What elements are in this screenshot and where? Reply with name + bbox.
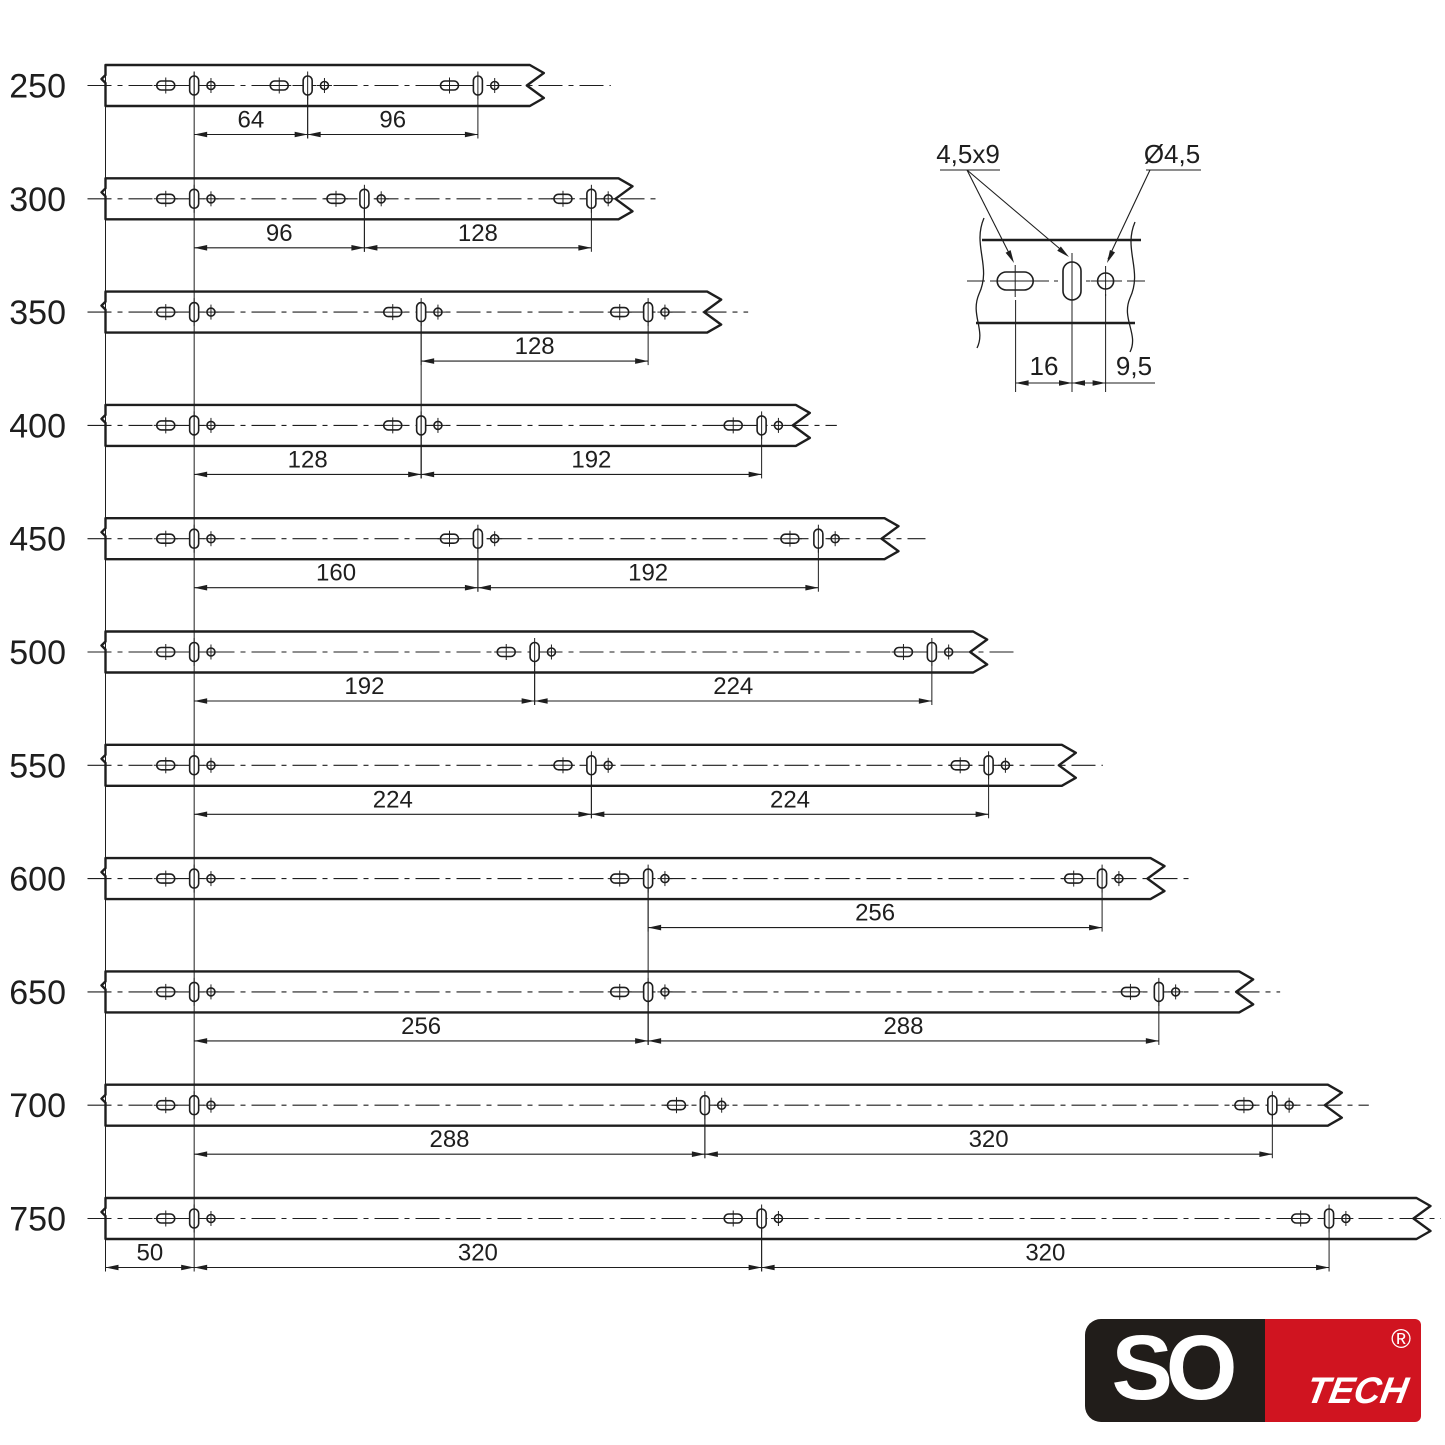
- dimension-value: 96: [379, 106, 407, 134]
- dimension-value: 128: [457, 219, 498, 247]
- rail-row-500: [9, 632, 1014, 673]
- dimension-arrow-icon: [705, 1151, 718, 1157]
- dimension-value: 50: [136, 1239, 164, 1267]
- rail-row-700: [9, 1085, 1369, 1126]
- rail-length-label: 350: [9, 294, 66, 333]
- logo-so-box: [1085, 1319, 1265, 1422]
- dimension-arrow-icon: [351, 245, 364, 251]
- rail-length-label: 700: [9, 1087, 66, 1126]
- dimension-arrow-icon: [1104, 250, 1115, 264]
- dimension-value: 192: [628, 559, 669, 587]
- dimension-arrow-icon: [1146, 1038, 1159, 1044]
- rail-row-450: [9, 518, 925, 559]
- dimension-value: 192: [344, 673, 385, 700]
- dimension-arrow-icon: [919, 698, 932, 704]
- dimension-arrow-icon: [421, 358, 434, 364]
- rail-row-550: [9, 745, 1103, 786]
- dimension-value: 224: [372, 786, 413, 814]
- dimension-arrow-icon: [308, 132, 321, 138]
- dimension-arrow-icon: [1093, 380, 1106, 386]
- dimension-value: 64: [237, 106, 265, 134]
- dimension-value: 320: [968, 1126, 1009, 1154]
- rail-length-label: 300: [9, 180, 66, 219]
- logo-tech-text: TECH: [1303, 1370, 1412, 1411]
- dimension-arrow-icon: [1006, 250, 1017, 264]
- registered-trademark-icon: ®: [1391, 1324, 1411, 1354]
- dimension-arrow-icon: [408, 472, 421, 478]
- dimension-arrow-icon: [194, 472, 207, 478]
- dimension-value: 16: [1029, 351, 1059, 381]
- dimension-arrow-icon: [522, 698, 535, 704]
- hole-diameter-label: Ø4,5: [1143, 139, 1201, 169]
- dimension-arrow-icon: [1057, 246, 1071, 259]
- dimension-arrow-icon: [194, 698, 207, 704]
- dimension-arrow-icon: [805, 585, 818, 591]
- dimension-value: 128: [287, 446, 328, 474]
- rail-row-650: [9, 971, 1280, 1012]
- dimension-value: 128: [514, 333, 555, 361]
- dimension-value: 320: [457, 1239, 498, 1267]
- dimension-arrow-icon: [578, 245, 591, 251]
- dimension-arrow-icon: [1259, 1151, 1272, 1157]
- rail-row-750: [9, 1198, 1441, 1239]
- dimension-value: 320: [1025, 1239, 1066, 1267]
- dimension-arrow-icon: [194, 585, 207, 591]
- rail-row-400: [9, 405, 837, 446]
- logo-tech-box: [1265, 1319, 1421, 1422]
- rail-length-label: 450: [9, 520, 66, 559]
- dimension-arrow-icon: [194, 812, 207, 818]
- dimension-value: 288: [883, 1012, 924, 1040]
- dimension-arrow-icon: [648, 925, 661, 931]
- logo-so-text: SO: [1111, 1319, 1231, 1419]
- dimension-arrow-icon: [194, 245, 207, 251]
- dimension-arrow-icon: [749, 472, 762, 478]
- dimension-value: 288: [429, 1126, 470, 1154]
- hole-detail-view: [936, 139, 1201, 392]
- rail-row-250: [9, 65, 611, 106]
- dimension-arrow-icon: [1089, 925, 1102, 931]
- rail-length-label: 650: [9, 973, 66, 1012]
- rail-row-350: [9, 292, 748, 333]
- dimension-value: 256: [855, 899, 896, 927]
- dimension-value: 96: [265, 219, 293, 247]
- rail-length-label: 500: [9, 634, 66, 672]
- break-line-left: [976, 218, 984, 348]
- dimension-arrow-icon: [421, 472, 434, 478]
- dimension-arrow-icon: [635, 358, 648, 364]
- dimension-arrow-icon: [181, 1265, 194, 1271]
- dimension-value: 160: [316, 559, 357, 587]
- rail-length-label: 750: [9, 1200, 66, 1239]
- dimension-arrow-icon: [1059, 380, 1072, 386]
- dimension-value: 192: [571, 446, 612, 474]
- dimension-value: 224: [713, 673, 754, 700]
- dimension-arrow-icon: [194, 132, 207, 138]
- dimension-arrow-icon: [465, 132, 478, 138]
- dimension-arrow-icon: [465, 585, 478, 591]
- dimension-arrow-icon: [364, 245, 377, 251]
- dimension-arrow-icon: [1016, 380, 1029, 386]
- leader-line: [967, 170, 1012, 259]
- dimension-arrow-icon: [578, 812, 591, 818]
- break-line-right: [1127, 222, 1135, 352]
- rail-length-label: 550: [9, 747, 66, 786]
- dimension-arrow-icon: [635, 1038, 648, 1044]
- dimension-value: 224: [769, 786, 811, 814]
- dimension-arrow-icon: [1072, 380, 1085, 386]
- dimension-arrow-icon: [295, 132, 308, 138]
- rail-row-300: [9, 178, 659, 219]
- dimension-arrow-icon: [591, 812, 604, 818]
- leader-line: [1108, 170, 1150, 259]
- dimension-arrow-icon: [762, 1265, 775, 1271]
- dimension-value: 9,5: [1115, 351, 1153, 381]
- dimension-arrow-icon: [478, 585, 491, 591]
- rail-length-label: 600: [9, 860, 66, 899]
- dimension-arrow-icon: [194, 1265, 207, 1271]
- slot-size-label: 4,5x9: [936, 139, 1000, 169]
- dimension-arrow-icon: [749, 1265, 762, 1271]
- dimension-arrow-icon: [648, 1038, 661, 1044]
- dimension-arrow-icon: [535, 698, 548, 704]
- rail-length-label: 400: [9, 407, 66, 446]
- rail-row-600: [9, 858, 1191, 899]
- dimension-value: 256: [401, 1012, 442, 1040]
- dimension-arrow-icon: [692, 1151, 705, 1157]
- rail-length-label: 250: [9, 67, 66, 106]
- dimension-arrow-icon: [976, 812, 989, 818]
- sotech-logo: [1085, 1319, 1421, 1422]
- dimension-arrow-icon: [194, 1038, 207, 1044]
- dimension-arrow-icon: [1316, 1265, 1329, 1271]
- dimension-arrow-icon: [194, 1151, 207, 1157]
- dimension-arrow-icon: [106, 1265, 119, 1271]
- leader-line: [967, 170, 1066, 254]
